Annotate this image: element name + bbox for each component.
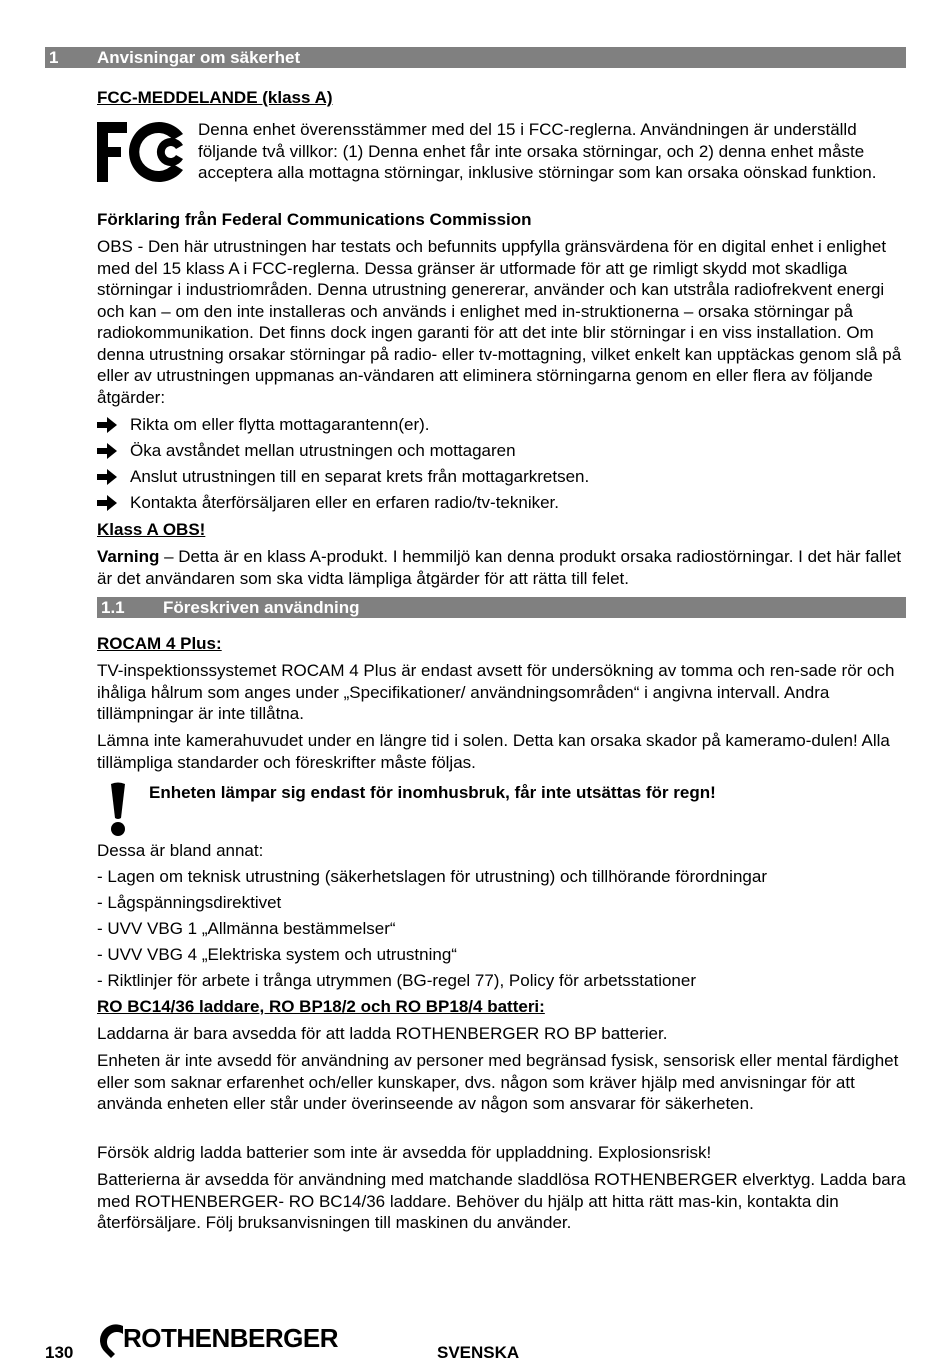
commission-heading: Förklaring från Federal Communications Commission — [97, 210, 532, 229]
charger-paragraph-1: Laddarna är bara avsedda för att ladda ROTHENBERGER RO BP batterier. — [97, 1024, 668, 1043]
arrow-right-icon — [97, 466, 123, 491]
section-number: 1.1 — [101, 598, 125, 617]
regulations-intro: Dessa är bland annat: — [97, 841, 264, 860]
page-number: 130 — [45, 1343, 74, 1362]
section-header-1 — [45, 47, 906, 68]
section-title: Föreskriven användning — [163, 598, 360, 617]
arrow-right-icon — [97, 414, 123, 439]
regulation-item: - UVV VBG 1 „Allmänna bestämmelser“ — [97, 919, 396, 938]
regulation-item: - UVV VBG 4 „Elektriska system och utrustning“ — [97, 945, 457, 964]
arrow-right-icon — [97, 440, 123, 465]
regulation-item: - Riktlinjer för arbete i trånga utrymmen (BG-regel 77), Policy för arbetsstationer — [97, 971, 697, 990]
measure-text: Rikta om eller flytta mottagarantenn(er). — [130, 415, 430, 434]
fcc-logo — [97, 120, 189, 184]
brand-logo — [97, 1322, 347, 1362]
regulation-item: - Lågspänningsdirektivet — [97, 893, 282, 912]
charger-paragraph-3: Försök aldrig ladda batterier som inte är avsedda för uppladdning. Explosionsrisk! — [97, 1143, 712, 1162]
fcc-notice-text: Denna enhet överensstämmer med del 15 i FCC-reglerna. Användningen är underställd följande två villkor: (1) Denna enhet får inte orsaka störningar, och 2) denna enhet måste acceptera alla mottagna störningar, inklusive störningar som kan orsaka oönskad funktion. — [198, 120, 877, 182]
regulation-item: - Lagen om teknisk utrustning (säkerhetslagen för utrustning) och tillhörande förordningar — [97, 867, 767, 886]
measure-text: Anslut utrustningen till en separat krets från mottagarkretsen. — [130, 467, 590, 486]
language-label: SVENSKA — [437, 1343, 520, 1362]
warning-paragraph — [97, 546, 907, 589]
section-number: 1 — [49, 48, 59, 67]
warning-text: – Detta är en klass A-produkt. I hemmiljö kan denna produkt orsaka radiostörningar. I det här fallet är det användaren som ska vidta lämpliga åtgärder för att rätta till felet. — [97, 547, 902, 588]
commission-text: OBS - Den här utrustningen har testats och befunnits uppfylla gränsvärdena för en digital enhet i enlighet med del 15 klass A i FCC-reglerna. Dessa gränser är utformade för att ge rimligt skydd mot skadliga störningar i industriområden. Denna utrustning genererar, använder och kan utstråla radiofrekvent energi och kan – om den inte installeras och används i enlighet med in-struktionerna – orsaka störningar på radiokommunikation. Det finns dock ingen garanti för att det inte blir störningar i en viss installation. Om denna utrustning orsakar störningar på radio- eller tv-mottagning, vilket enkelt kan upptäckas genom slå på eller av utrustningen uppmanas an-vändaren att eliminera störningarna genom en eller flera av följande åtgärder: — [97, 237, 902, 407]
arrow-right-icon — [97, 492, 123, 517]
rocam-paragraph-2: Lämna inte kamerahuvudet under en längre tid i solen. Detta kan orsaka skador på kameramo-dulen! Alla tillämpliga standarder och föreskrifter måste följas. — [97, 731, 890, 772]
section-title: Anvisningar om säkerhet — [97, 48, 301, 67]
measure-text: Kontakta återförsäljaren eller en erfaren radio/tv-tekniker. — [130, 493, 560, 512]
brand-name: ROTHENBERGER — [123, 1323, 339, 1353]
rocam-paragraph-1: TV-inspektionssystemet ROCAM 4 Plus är endast avsett för undersökning av tomma och ren-sade rör och ihåliga hålrum som anges under „Specifikationer/ användningsområden“ i angivna intervall. Andra tillämpningar är inte tillåtna. — [97, 661, 895, 723]
indoor-warning: Enheten lämpar sig endast för inomhusbruk, får inte utsättas för regn! — [149, 783, 716, 802]
class-a-heading: Klass A OBS! — [97, 520, 206, 539]
rocam-heading: ROCAM 4 Plus: — [97, 634, 222, 653]
charger-paragraph-2: Enheten är inte avsedd för användning av personer med begränsad fysisk, sensorisk eller mental färdighet eller som saknar erfarenhet och/eller kunskaper, dvs. någon som kräver hjälp med anvisningar för att använda enheten eller står under överinseende av någon som ansvarar för säkerheten. — [97, 1051, 899, 1113]
measure-text: Öka avståndet mellan utrustningen och mottagaren — [130, 441, 516, 460]
charger-heading: RO BC14/36 laddare, RO BP18/2 och RO BP18/4 batteri: — [97, 997, 545, 1016]
warning-label: Varning — [97, 547, 160, 566]
section-header-1-1 — [97, 597, 906, 618]
exclamation-warning-icon — [108, 782, 128, 838]
fcc-heading: FCC-MEDDELANDE (klass A) — [97, 88, 333, 107]
charger-paragraph-4: Batterierna är avsedda för användning med matchande sladdlösa ROTHENBERGER elverktyg. Ladda bara med ROTHENBERGER- RO BC14/36 laddare. Behöver du hjälp att hitta rätt mas-kin, kontakta din återförsäljare. Följ bruksanvisningen till maskinen du använder. — [97, 1170, 906, 1232]
